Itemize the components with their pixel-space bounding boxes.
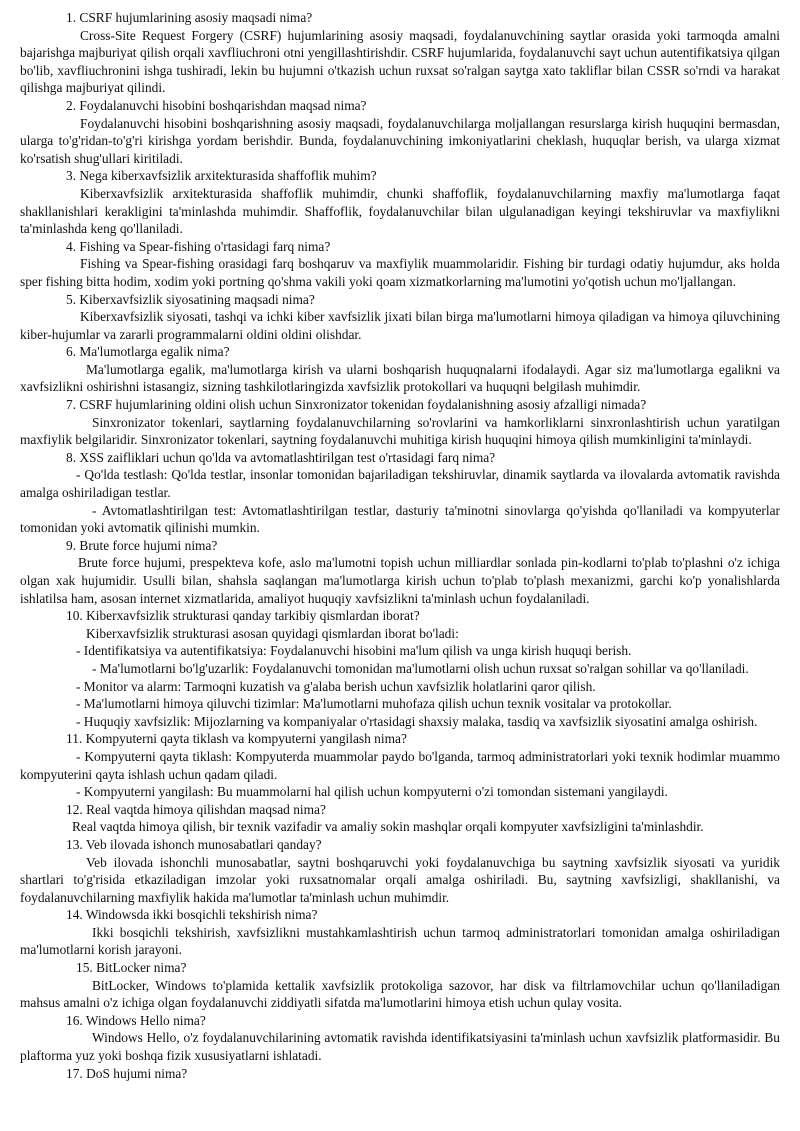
answer-12: Real vaqtda himoya qilish, bir texnik vazifadir va amaliy sokin mashqlar orqali kompyuter xavfsizligini ta'minlashdir. <box>72 819 704 835</box>
answer-5: Kiberxavfsizlik siyosati, tashqi va ichki kiber xavfsizlik jixati bilan birga ma'lumotlarni himoya qiladigan va himoya qiluvchining kiber-hujumlar va zararli programmalarni oldini oldini olishdar. <box>20 309 780 342</box>
question-16: 16. Windows Hello nima? <box>66 1012 206 1028</box>
question-17: 17. DoS hujumi nima? <box>66 1065 188 1081</box>
answer-10-item-5: - Huquqiy xavfsizlik: Mijozlarning va kompaniyalar o'rtasidagi shaxsiy malaka, tasdiq va xavfsizlik siyosatini amalga oshirish. <box>76 713 758 729</box>
answer-11-restore: - Kompyuterni qayta tiklash: Kompyuterda muammolar paydo bo'lganda, tarmoq administratorlari yoki texnik hodimlar muammo kompyuterini qayta ishlash uchun qadam qiladi. <box>20 748 780 782</box>
answer-10-item-4: - Ma'lumotlarni himoya qiluvchi tizimlar: Ma'lumotlarni muhofaza qilish uchun texnik vositalar va protokollar. <box>76 696 672 712</box>
question-2: 2. Foydalanuvchi hisobini boshqarishdan maqsad nima? <box>66 97 367 113</box>
question-12: 12. Real vaqtda himoya qilishdan maqsad nima? <box>66 801 326 817</box>
question-15: 15. BitLocker nima? <box>76 960 187 976</box>
answer-14: Ikki bosqichli tekshirish, xavfsizlikni mustahkamlashtirish uchun tarmoq administratorlari tomonidan amalga oshiriladigan ma'lumotlarni korish jarayoni. <box>20 924 780 958</box>
answer-7: Sinxronizator tokenlari, saytlarning foydalanuvchilarning so'rovlarini va hamkorliklarni sinxronlashtirish uchun yaratilgan maxfiylik belgilaridir. Sinxronizator tokenlari, saytning foydalanuvchi muhitiga kirish huquqini himoya qilish mumkinligini ta'minlaydi. <box>20 414 780 448</box>
question-5: 5. Kiberxavfsizlik siyosatining maqsadi nima? <box>66 291 315 307</box>
question-4: 4. Fishing va Spear-fishing o'rtasidagi farq nima? <box>66 238 331 254</box>
answer-16: Windows Hello, o'z foydalanuvchilarining avtomatik ravishda identifikatsiyasini ta'minlash uchun xavfsizlik platformasidir. Bu plaftorma yuz yoki boshqa fizik xususiyatlarni ishlatadi. <box>20 1030 780 1064</box>
answer-1: Cross-Site Request Forgery (CSRF) hujumlarining asosiy maqsadi, foydalanuvchining saytlar orasida yoki tarmoqda amalni bajarishga majburiyat qilish orqali xavfliuchroni otni yengillashtirishdir. CSRF hujumlarida, foydalanuvchi sayt uchun autentifikatsiya qilgan bo'lib, xavfliuchronini ishga tushiradi, lekin bu hujumni o'tkazish uchun ruxsat so'ralgan saytga xato takliflar bilan CSSR so'rndi va harakat qilishga majburiyat qilindi. <box>20 27 780 96</box>
question-6: 6. Ma'lumotlarga egalik nima? <box>66 344 230 360</box>
answer-6: Ma'lumotlarga egalik, ma'lumotlarga kirish va ularni boshqarish huquqnalarni ifodalaydi. Agar siz ma'lumotlarga egalikni va xavfsizlikni oshirishni istasangiz, sizning tashkilotlaringizda xavfsizlik protokollari va huquqni belgilash muhimdir. <box>20 361 780 395</box>
answer-8-automated: - Avtomatlashtirilgan test: Avtomatlashtirilgan testlar, dasturiy ta'minotni sinovlarga qo'yishda qo'llaniladi va kompyuterlar tomonidan yoki avtomatik qilinishi mumkin. <box>20 502 780 536</box>
question-14: 14. Windowsda ikki bosqichli tekshirish nima? <box>66 907 318 923</box>
answer-10-item-3: - Monitor va alarm: Tarmoqni kuzatish va g'alaba berish uchun xavfsizlik holatlarini qaror qilish. <box>76 678 596 694</box>
question-11: 11. Kompyuterni qayta tiklash va kompyuterni yangilash nima? <box>66 731 407 747</box>
answer-13: Veb ilovada ishonchli munosabatlar, saytni boshqaruvchi yoki foydalanuvchiga bu saytning xavfsizlik siyosati va yuridik shartlari to'g'risida etkaziladigan imzolar yoki ruxsatnomalar orqali amalga oshiriladi. Bu, saytning xavfsizligi, shakllanishi, va foydalanuvchilarning maxfiylik hakida ma'lumotlar ta'minlash uchun muhimdir. <box>20 854 780 905</box>
question-9: 9. Brute force hujumi nima? <box>66 537 218 553</box>
answer-2: Foydalanuvchi hisobini boshqarishning asosiy maqsadi, foydalanuvchilarga moljallangan resurslarga kirish huquqini bermasdan, ularga to'g'ridan-to'g'ri kirishga yordam berishdir. Bunda, foydalanuvchining imkoniyatlarini cheklash, huquqlar berish, va ularga xizmat ko'rsatish shug'ullari kiritiladi. <box>20 115 780 166</box>
answer-10-item-2: - Ma'lumotlarni bo'lg'uzarlik: Foydalanuvchi tomonidan ma'lumotlarni olish uchun ruxsat so'ralgan sohillar va qo'llaniladi. <box>92 660 749 676</box>
question-8: 8. XSS zaifliklari uchun qo'lda va avtomatlashtirilgan test o'rtasidagi farq nima? <box>66 449 496 465</box>
answer-10-intro: Kiberxavfsizlik strukturasi asosan quyidagi qismlardan iborat bo'ladi: <box>86 625 459 641</box>
answer-3: Kiberxavfsizlik arxitekturasida shaffoflik muhimdir, chunki shaffoflik, foydalanuvchilarning maxfiy ma'lumotlarga faqat shakllanishlari kerakligini ta'minlashda muhimdir. Shaffoflik, foydalanuvchilar bilan ulgulanadigan keyingi tekshiruvlar va maxfiylikni ta'minlashda keng qo'llaniladi. <box>20 185 780 237</box>
question-1: 1. CSRF hujumlarining asosiy maqsadi nima? <box>66 10 313 25</box>
answer-8-manual: - Qo'lda testlash: Qo'lda testlar, insonlar tomonidan bajariladigan tekshiruvlar, dinamik saytlarda va ilovalarda avtomatik ravishda amalga oshiriladigan testlar. <box>20 467 780 501</box>
question-7: 7. CSRF hujumlarining oldini olish uchun Sinxronizator tokenidan foydalanishning asosiy afzalligi nimada? <box>66 397 647 413</box>
answer-9: Brute force hujumi, prespekteva kofe, aslo ma'lumotni topish uchun milliardlar sonlada pin-kodlarni to'plab to'plashni o'z ichiga olgan xak hujumidir. Usulli bilan, shahsla saqlangan ma'lumotlarga kirish uchun to'plab to'plash mexanizmi, garchi ko'p yonalishlarda ishlatilsa ham, asosan internet xizmatlarida, amaliyot huquqiy xavfsizlikni ta'minlash uchun foydalaniladi. <box>20 555 780 606</box>
answer-15: BitLocker, Windows to'plamida kettalik xavfsizlik protokoliga sazovor, har disk va filtrlamovchilar uchun qo'llaniladigan mahsus amalni o'z ichiga olgan foydalanuvchi ziddiyatli sifatda ma'lumotlarini himoya etish uchun qulay vosita. <box>20 977 780 1011</box>
question-13: 13. Veb ilovada ishonch munosabatlari qanday? <box>66 836 322 852</box>
answer-10-item-1: - Identifikatsiya va autentifikatsiya: Foydalanuvchi hisobini ma'lum qilish va unga kirish huquqi berish. <box>76 643 632 659</box>
answer-4: Fishing va Spear-fishing orasidagi farq boshqaruv va maxfiylik muammolaridir. Fishing bir turdagi odatiy hujumdur, aks holda sper fishing bitta hodim, xodim yoki portning qo'shma vakili yoki qoam xizmatkorlarning ma'lumotini yo'qotish uchun mo'ljallangan. <box>20 256 780 289</box>
question-3: 3. Nega kiberxavfsizlik arxitekturasida shaffoflik muhim? <box>66 168 377 184</box>
answer-11-update: - Kompyuterni yangilash: Bu muammolarni hal qilish uchun kompyuterni o'zi tomondan sistemani yangilaydi. <box>76 784 668 800</box>
question-10: 10. Kiberxavfsizlik strukturasi qanday tarkibiy qismlardan iborat? <box>66 608 420 624</box>
